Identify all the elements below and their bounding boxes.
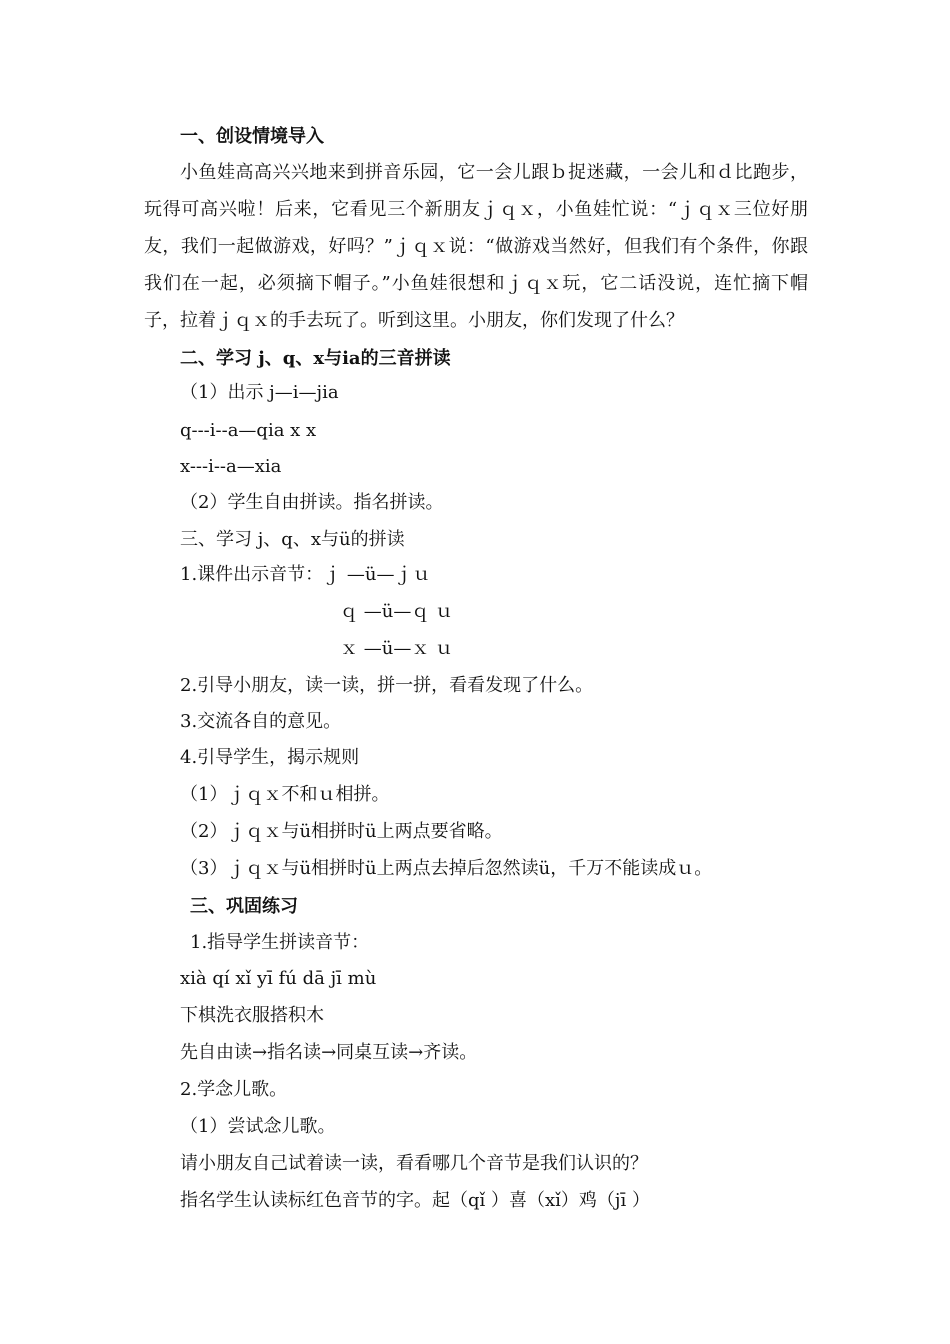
pinyin-line: xià qí xǐ yī fú dā jī mù <box>180 968 377 989</box>
text-line: x---i--a—xia <box>180 456 282 477</box>
text-line: （1）ｊｑｘ不和ｕ相拼。 <box>180 784 390 805</box>
section-heading-intro: 一、创设情境导入 <box>180 126 324 147</box>
section-heading-jqx-ia: 二、学习 j、q、x与ia的三音拼读 <box>180 348 451 369</box>
text-line: 指名学生认读标红色音节的字。起（qǐ ）喜（xǐ）鸡（jī ） <box>180 1190 650 1211</box>
text-line: 请小朋友自己试着读一读，看看哪几个音节是我们认识的？ <box>180 1153 648 1174</box>
text-line: 先自由读→指名读→同桌互读→齐读。 <box>180 1042 478 1063</box>
text-line: 2.引导小朋友，读一读，拼一拼，看看发现了什么。 <box>180 675 594 696</box>
text-line: 1.课件出示音节：ｊ —ü—ｊｕ <box>180 564 431 585</box>
story-paragraph <box>144 154 808 339</box>
story-text: 小鱼娃高高兴兴地来到拼音乐园，它一会儿跟ｂ捉迷藏，一会儿和ｄ比跑步，玩得可高兴啦！后来，它看见三个新朋友ｊｑｘ，小鱼娃忙说：“ｊｑｘ三位好朋友，我们一起做游戏，好吗？”ｊｑｘ说：“做游戏当然好，但我们有个条件，你跟我们在一起，必须摘下帽子。”小鱼娃很想和ｊｑｘ玩，它二话没说，连忙摘下帽子，拉着ｊｑｘ的手去玩了。听到这里。小朋友，你们发现了什么？ <box>144 162 808 331</box>
text-line: （1）出示 j—i—jia <box>180 382 339 403</box>
text-line: q---i--a—qia x x <box>180 420 317 441</box>
text-line: 3.交流各自的意见。 <box>180 711 342 732</box>
text-line: 4.引导学生，揭示规则 <box>180 747 360 768</box>
text-line: 2.学念儿歌。 <box>180 1079 288 1100</box>
text-line: （2）学生自由拼读。指名拼读。 <box>180 492 444 513</box>
text-line: 1.指导学生拼读音节： <box>190 932 370 953</box>
text-line: （1）尝试念儿歌。 <box>180 1116 336 1137</box>
text-line: （2）ｊｑｘ与ü相拼时ü上两点要省略。 <box>180 821 503 842</box>
text-line: 下棋洗衣服搭积木 <box>180 1005 324 1026</box>
text-line: （3）ｊｑｘ与ü相拼时ü上两点去掉后忽然读ü，千万不能读成ｕ。 <box>180 858 713 879</box>
syllable-line: ｘ —ü—ｘ ｕ <box>340 638 454 659</box>
section-heading-practice: 三、巩固练习 <box>190 896 298 917</box>
section-heading-jqx-u: 三、学习 j、q、x与ü的拼读 <box>180 529 405 550</box>
syllable-line: ｑ —ü—ｑ ｕ <box>340 601 454 622</box>
